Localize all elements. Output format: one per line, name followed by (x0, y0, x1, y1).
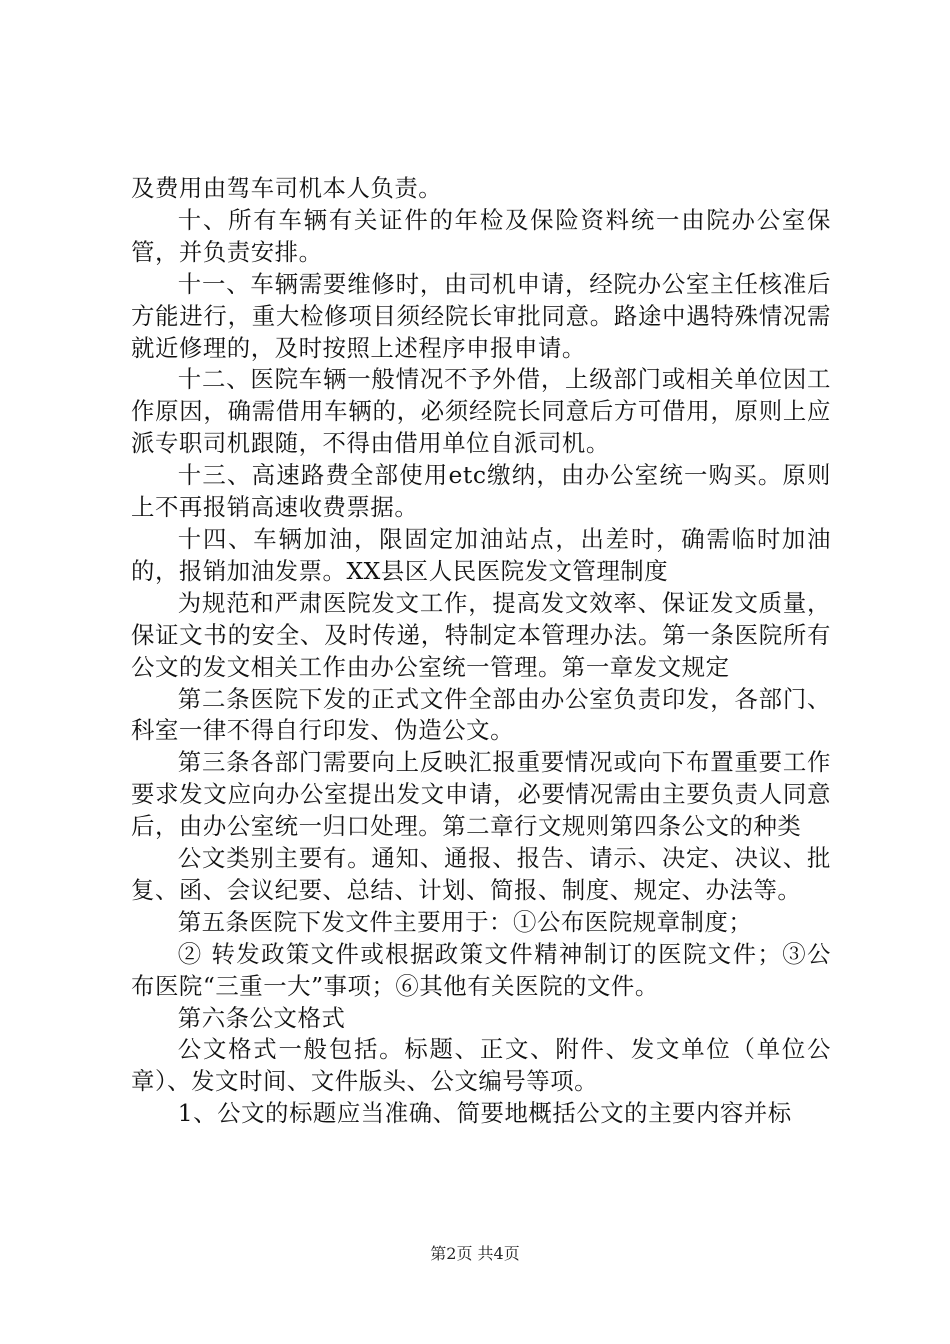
body-paragraph: 公文格式一般包括。标题、正文、附件、发文单位（单位公章）、发文时间、文件版头、公文编号等项。 (131, 1035, 831, 1096)
body-paragraph: 十、所有车辆有关证件的年检及保险资料统一由院办公室保管，并负责安排。 (131, 205, 831, 266)
body-paragraph: 第五条医院下发文件主要用于：①公布医院规章制度； (177, 907, 753, 936)
body-paragraph: 公文类别主要有。通知、通报、报告、请示、决定、决议、批复、函、会议纪要、总结、计划、简报、制度、规定、办法等。 (131, 844, 831, 904)
body-paragraph: 十四、车辆加油，限固定加油站点，出差时，确需临时加油的，报销加油发票。XX县区人民医院发文管理制度 (131, 524, 831, 585)
body-paragraph: 十二、医院车辆一般情况不予外借，上级部门或相关单位因工作原因，确需借用车辆的，必须经院长同意后方可借用，原则上应派专职司机跟随，不得由借用单位自派司机。 (131, 365, 831, 458)
body-paragraph: 第三条各部门需要向上反映汇报重要情况或向下布置重要工作要求发文应向办公室提出发文申请，必要情况需由主要负责人同意后，由办公室统一归口处理。第二章行文规则第四条公文的种类 (131, 748, 831, 841)
body-paragraph: 十三、高速路费全部使用etc缴纳，由办公室统一购买。原则上不再报销高速收费票据。 (131, 461, 831, 522)
document-body (131, 173, 831, 1130)
body-paragraph: 第六条公文格式 (177, 1003, 346, 1032)
page-footer (0, 1244, 950, 1264)
body-paragraph: 为规范和严肃医院发文工作，提高发文效率、保证发文质量，保证文书的安全、及时传递，特制定本管理办法。第一条医院所有公文的发文相关工作由办公室统一管理。第一章发文规定 (131, 588, 831, 681)
body-paragraph: ② 转发政策文件或根据政策文件精神制订的医院文件；③公布医院“三重一大”事项；⑥其他有关医院的文件。 (131, 939, 831, 1000)
body-paragraph: 十一、车辆需要维修时，由司机申请，经院办公室主任核准后方能进行，重大检修项目须经院长审批同意。路途中遇特殊情况需就近修理的，及时按照上述程序申报申请。 (131, 269, 831, 362)
page-number-label: 第2页 共4页 (430, 1244, 520, 1263)
body-paragraph: 及费用由驾车司机本人负责。 (131, 174, 443, 202)
body-paragraph: 第二条医院下发的正式文件全部由办公室负责印发，各部门、科室一律不得自行印发、伪造公文。 (131, 684, 831, 745)
body-paragraph: 1、公文的标题应当准确、简要地概括公文的主要内容并标 (177, 1099, 792, 1128)
